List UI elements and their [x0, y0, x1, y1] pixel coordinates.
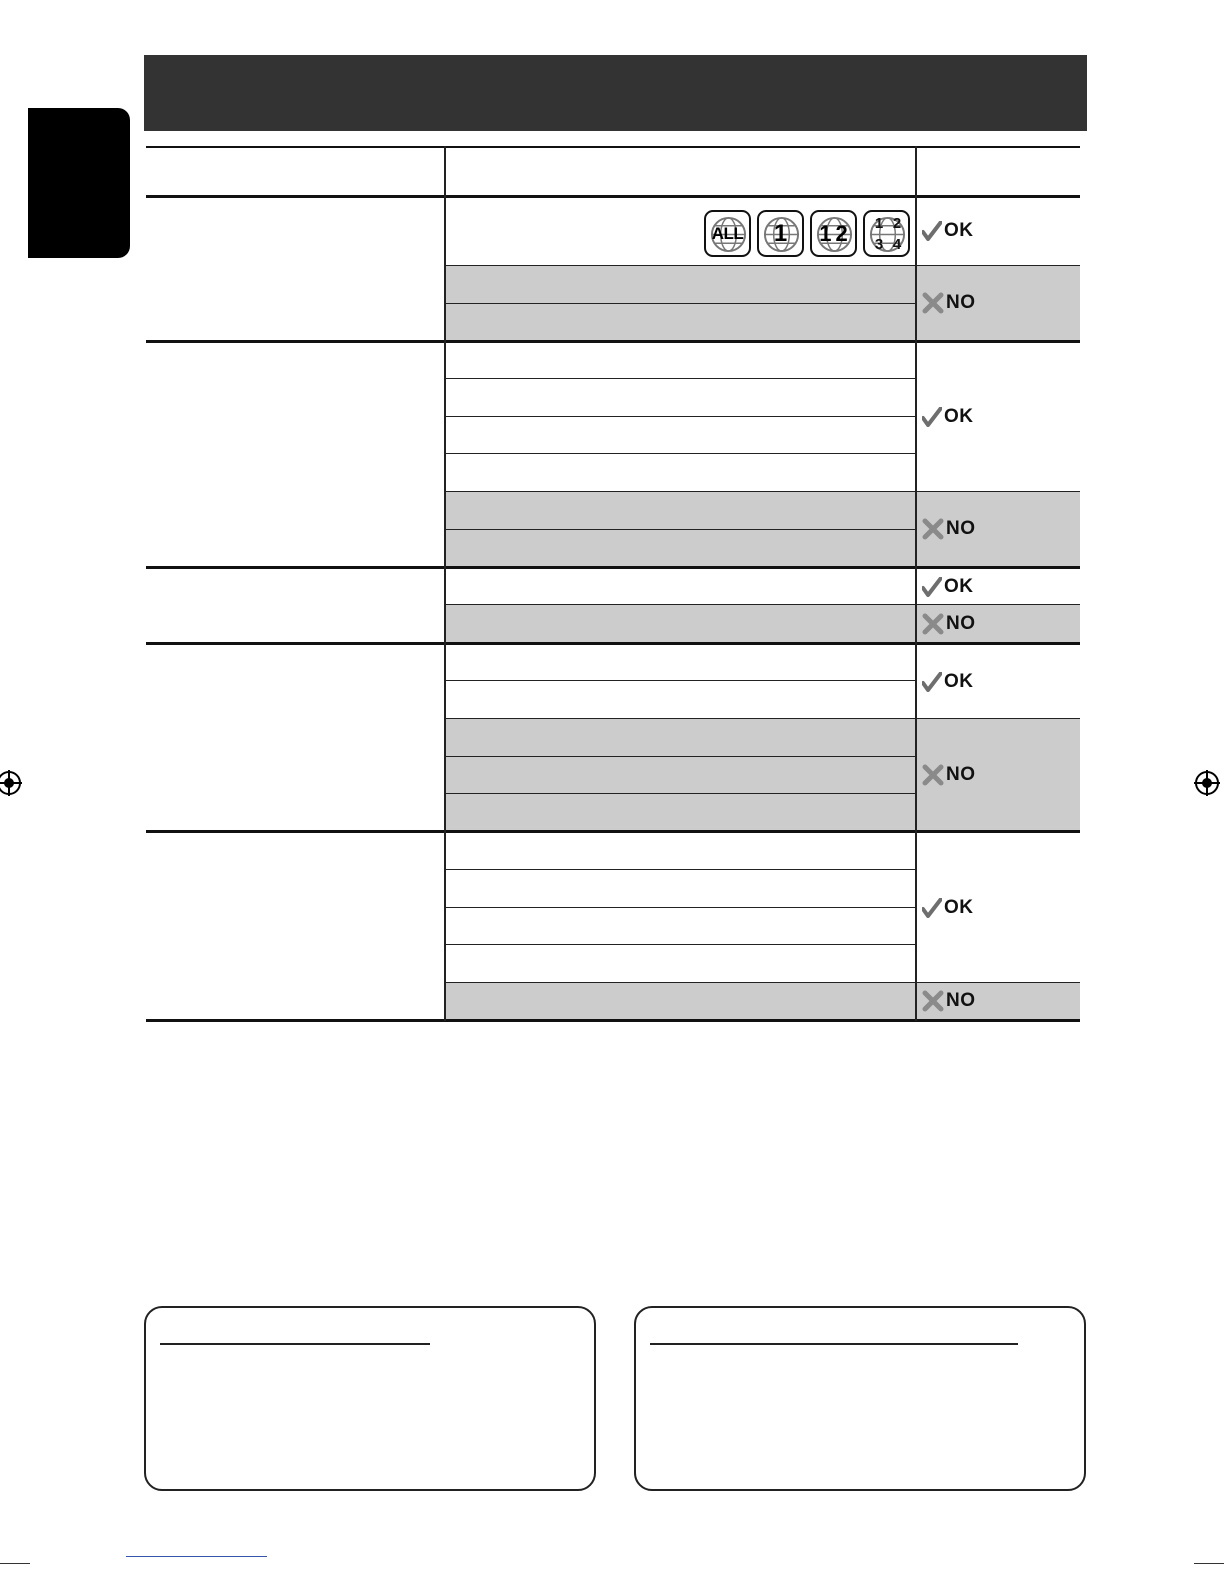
crop-mark: [1194, 1563, 1224, 1564]
region-two-label: [812, 212, 855, 255]
registration-mark-icon: [1194, 770, 1220, 796]
region-two-label-first: 1: [819, 220, 832, 246]
group-divider: [146, 566, 1080, 569]
region-grid-label: 2: [892, 215, 902, 232]
row-divider: [445, 604, 1080, 605]
region-two-label-second: 2: [835, 220, 848, 246]
table-top-rule: [146, 146, 1080, 148]
row-divider: [445, 491, 1080, 492]
row-divider: [445, 907, 915, 908]
status-no-label: NO: [946, 518, 976, 539]
shaded-row: [445, 718, 1080, 831]
footer-link-underline: [126, 1556, 267, 1557]
status-no: [922, 613, 976, 635]
status-ok: [922, 220, 974, 242]
check-mark-icon: [922, 577, 942, 597]
cross-mark-icon: [922, 613, 944, 635]
status-ok: [922, 576, 974, 598]
row-divider: [445, 265, 1080, 266]
row-divider: [445, 303, 915, 304]
row-divider: [445, 416, 915, 417]
language-side-tab: [28, 108, 130, 258]
note-box-left: [144, 1306, 596, 1491]
disc-compatibility-table: [146, 146, 1080, 1022]
status-no: [922, 764, 976, 786]
note-title-rule: [160, 1343, 430, 1345]
note-title-rule: [650, 1343, 1018, 1345]
status-no-label: NO: [946, 292, 976, 313]
status-ok: [922, 671, 974, 693]
region-grid-labels: [870, 214, 906, 256]
row-divider: [445, 680, 915, 681]
column-divider: [444, 146, 446, 1021]
region-code-icons: [704, 210, 910, 257]
status-ok-label: OK: [944, 897, 974, 918]
group-divider: [146, 340, 1080, 343]
group-divider: [146, 642, 1080, 645]
region-grid-globe-icon: [863, 210, 910, 257]
region-grid-label: 3: [874, 236, 884, 253]
cross-mark-icon: [922, 518, 944, 540]
check-mark-icon: [922, 898, 942, 918]
region-grid-label: 1: [874, 215, 884, 232]
group-divider: [146, 830, 1080, 833]
row-divider: [445, 453, 915, 454]
status-ok: [922, 897, 974, 919]
status-ok-label: OK: [944, 671, 974, 692]
section-header-bar: [144, 55, 1087, 131]
check-mark-icon: [922, 672, 942, 692]
region-one-globe-icon: [757, 210, 804, 257]
status-no: [922, 518, 976, 540]
region-two-globe-icon: [810, 210, 857, 257]
row-divider: [445, 529, 915, 530]
cross-mark-icon: [922, 764, 944, 786]
check-mark-icon: [922, 407, 942, 427]
row-divider: [445, 982, 1080, 983]
status-no-label: NO: [946, 764, 976, 785]
row-divider: [445, 756, 915, 757]
status-no: [922, 292, 976, 314]
status-no-label: NO: [946, 990, 976, 1011]
region-all-label: ALL: [711, 223, 744, 243]
cross-mark-icon: [922, 292, 944, 314]
region-one-label: 1: [773, 219, 788, 247]
row-divider: [445, 793, 915, 794]
status-no-label: NO: [946, 613, 976, 634]
region-all-globe-icon: [704, 210, 751, 257]
cross-mark-icon: [922, 990, 944, 1012]
status-ok-label: OK: [944, 406, 974, 427]
shaded-row: [445, 605, 1080, 642]
column-divider: [915, 146, 917, 1021]
table-bottom-rule: [146, 1019, 1080, 1022]
check-mark-icon: [922, 221, 942, 241]
row-divider: [445, 869, 915, 870]
region-grid-label: 4: [892, 236, 902, 253]
row-divider: [445, 378, 915, 379]
note-box-right: [634, 1306, 1086, 1491]
row-divider: [445, 718, 1080, 719]
group-divider: [146, 195, 1080, 198]
status-ok: [922, 406, 974, 428]
status-ok-label: OK: [944, 576, 974, 597]
registration-mark-icon: [0, 770, 22, 796]
status-ok-label: OK: [944, 220, 974, 241]
shaded-row: [445, 982, 1080, 1020]
row-divider: [445, 944, 915, 945]
crop-mark: [0, 1563, 30, 1564]
status-no: [922, 990, 976, 1012]
